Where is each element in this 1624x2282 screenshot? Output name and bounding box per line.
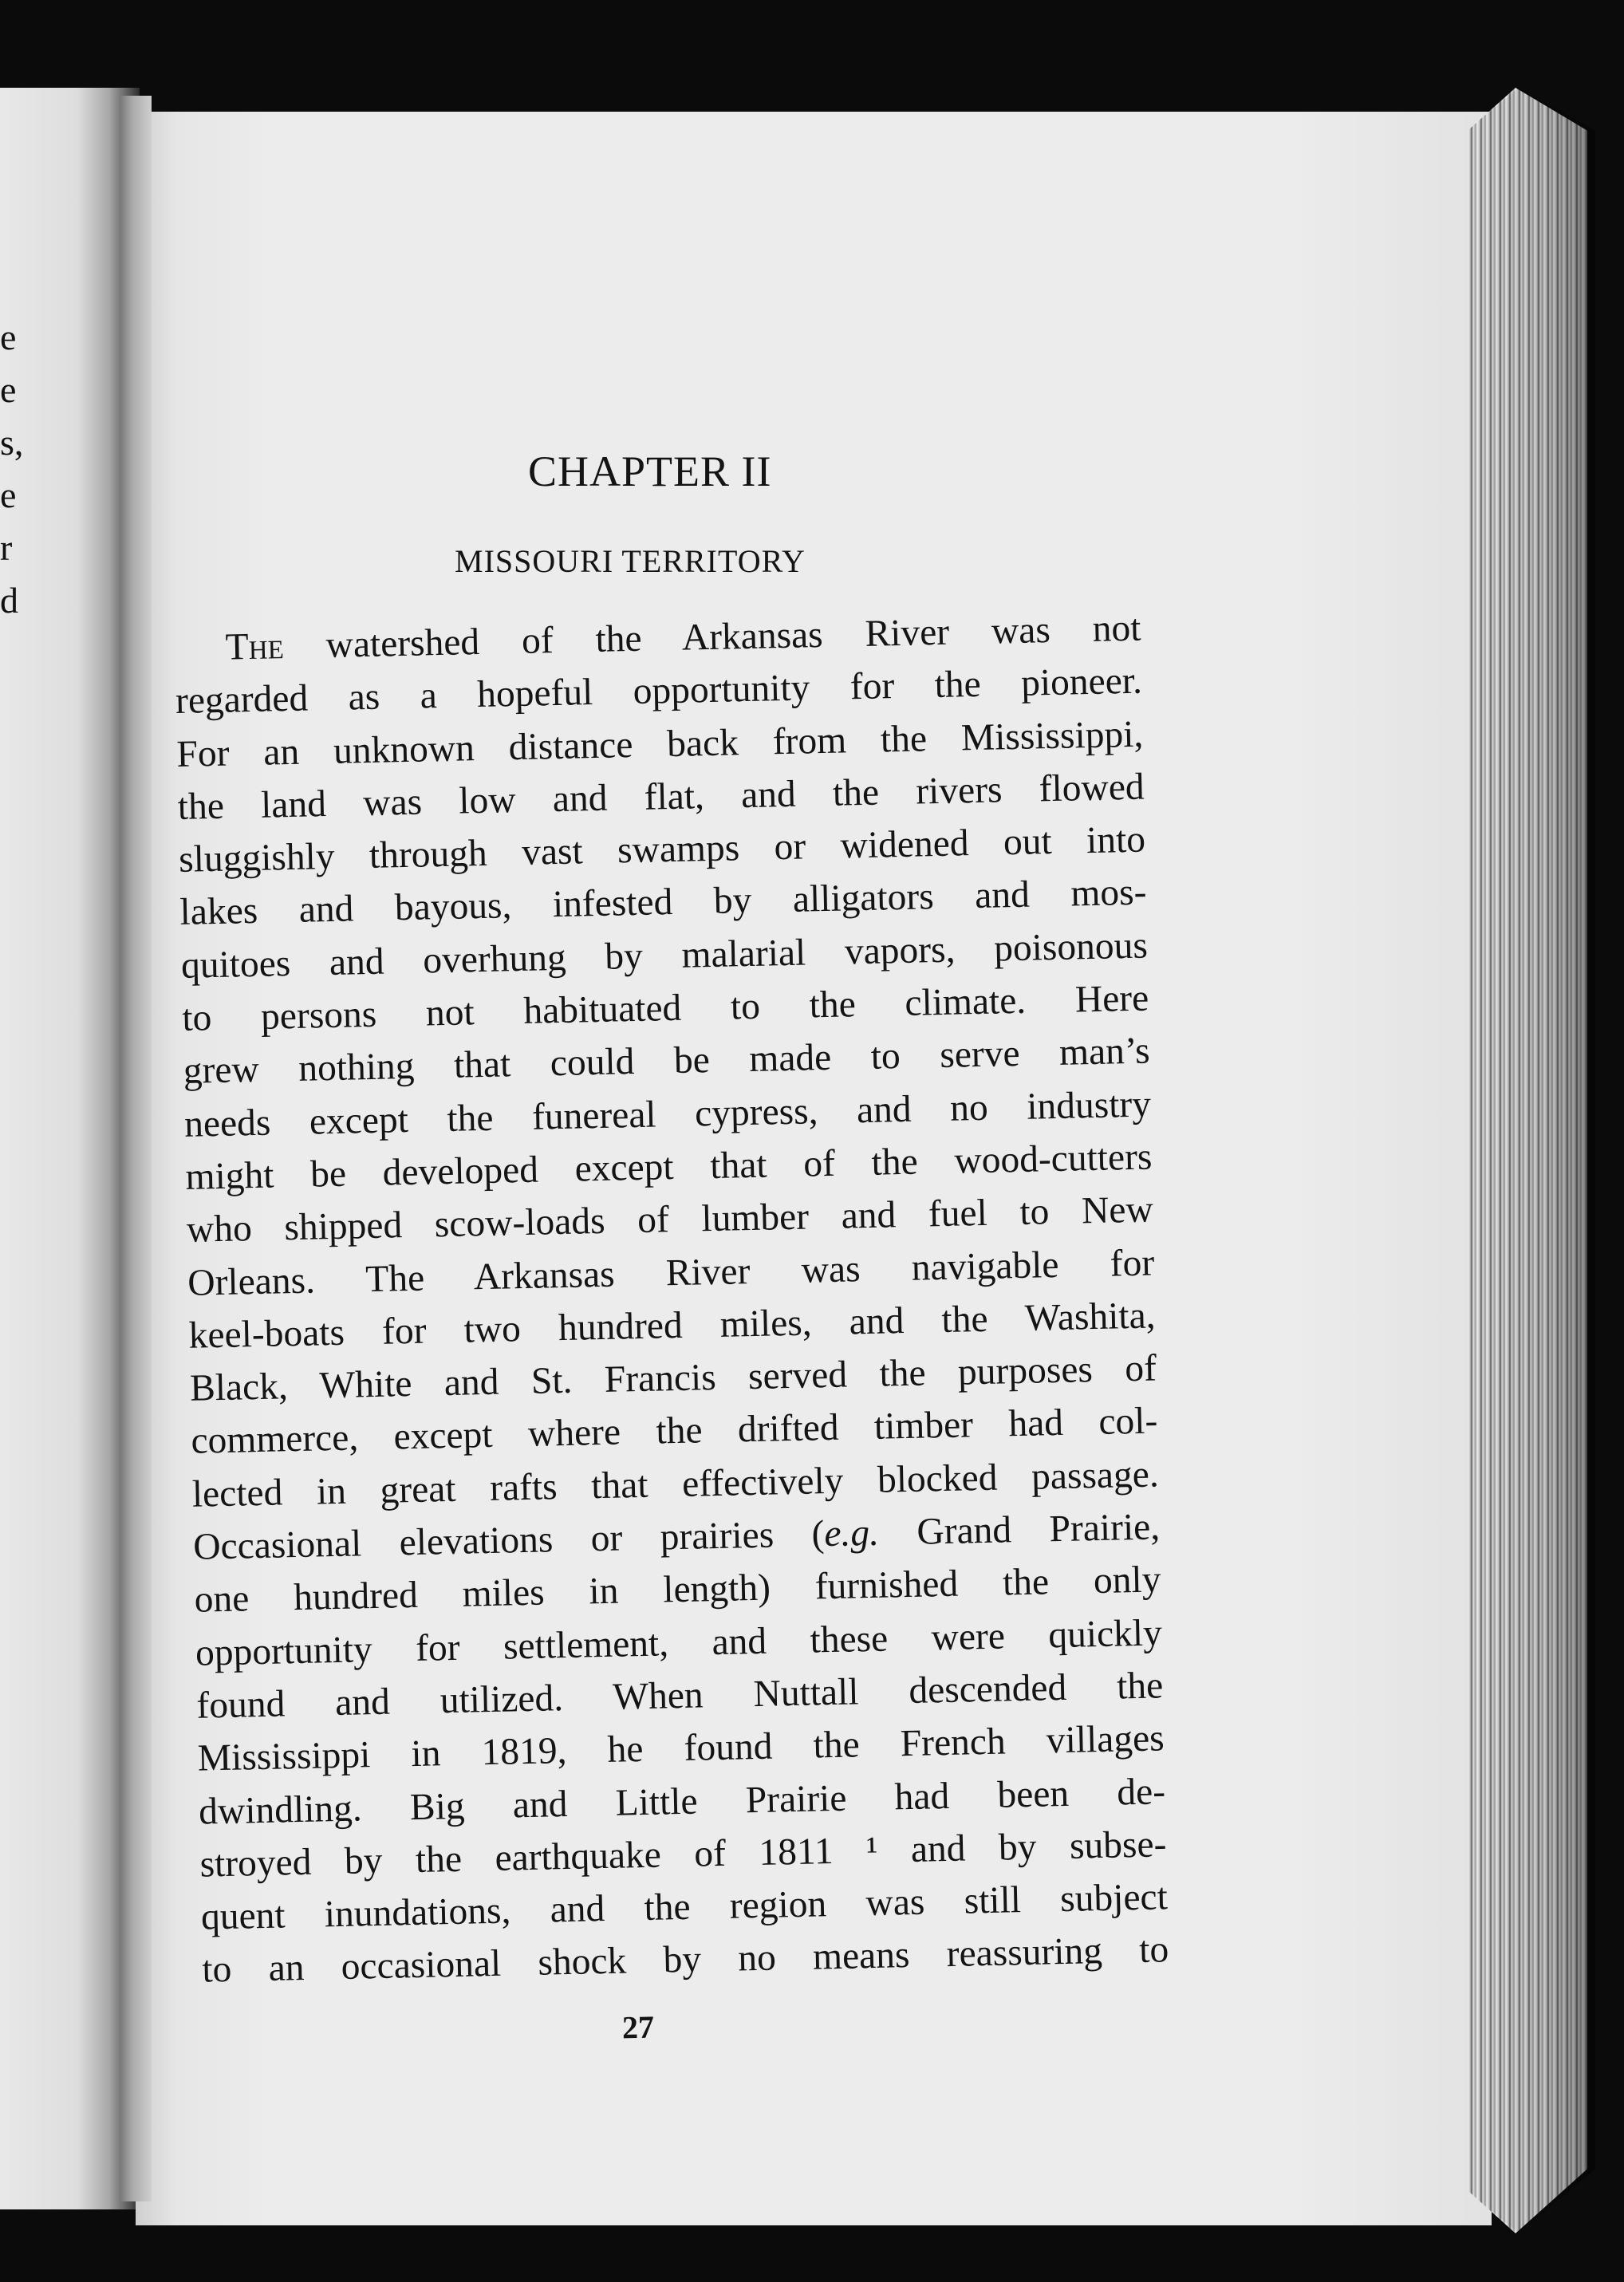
text-line-rest: watershed of the Arkansas River was not: [283, 607, 1141, 668]
text-line: stroyed by the earthquake of 1811 ¹ and by subse-: [199, 1823, 1167, 1886]
left-fragment-line: e: [0, 317, 17, 357]
text-line: grew nothing that could be made to serve man’s: [183, 1030, 1151, 1093]
text-line: quitoes and overhung by malarial vapors, poisonous: [180, 924, 1149, 987]
text-line: found and utilized. When Nuttall descended the: [195, 1665, 1164, 1727]
text-line: one hundred miles in length) furnished the only: [194, 1559, 1161, 1622]
text-line: Black, White and St. Francis served the purposes of: [189, 1347, 1157, 1409]
chapter-subtitle: MISSOURI TERRITORY: [455, 543, 806, 579]
lead-word: The: [225, 625, 285, 668]
text-line: opportunity for settlement, and these were quickly: [195, 1611, 1163, 1674]
body-paragraph: [174, 602, 1169, 1997]
text-line: might be developed except that of the wood-cutters: [185, 1136, 1153, 1198]
text-line: needs except the funereal cypress, and no industry: [183, 1083, 1152, 1145]
text-line: who shipped scow-loads of lumber and fuel to New: [186, 1188, 1154, 1251]
text-line: lakes and bayous, infested by alligators and mos-: [179, 872, 1147, 934]
chapter-title: CHAPTER II: [528, 447, 772, 495]
page-number: 27: [621, 2008, 655, 2046]
text-line: Occasional elevations or prairies (e.g. Grand Prairie,: [192, 1506, 1161, 1568]
left-fragment-line: e: [0, 475, 17, 515]
left-page-text-fragment: [0, 311, 24, 627]
text-line: regarded as a hopeful opportunity for the pioneer.: [175, 660, 1143, 723]
text-line: lected in great rafts that effectively blocked passage.: [191, 1453, 1160, 1515]
page-gutter: [120, 96, 152, 2201]
text-line: keel-boats for two hundred miles, and the Washita,: [188, 1295, 1157, 1357]
text-line: sluggishly through vast swamps or widened out into: [178, 818, 1146, 881]
text-line: dwindling. Big and Little Prairie had been de-: [198, 1770, 1166, 1833]
text-line: Mississippi in 1819, he found the French villages: [197, 1717, 1165, 1779]
text-line: For an unknown distance back from the Mississippi,: [175, 713, 1144, 775]
text-line: quent inundations, and the region was still subject: [200, 1876, 1169, 1938]
left-fragment-line: e: [0, 369, 17, 410]
text-line: to an occasional shock by no means reassuring to: [201, 1929, 1169, 1992]
text-line: to persons not habituated to the climate. Here: [181, 977, 1149, 1039]
text-line: the land was low and flat, and the rivers flowed: [177, 766, 1145, 828]
page-block-shadow: [1468, 88, 1595, 2233]
left-fragment-line: r: [0, 527, 13, 568]
text-line: commerce, except where the drifted timber had col-: [190, 1400, 1158, 1463]
text-line: Orleans. The Arkansas River was navigable for: [187, 1242, 1155, 1304]
left-fragment-line: d: [0, 580, 18, 621]
left-fragment-line: s,: [0, 422, 24, 463]
